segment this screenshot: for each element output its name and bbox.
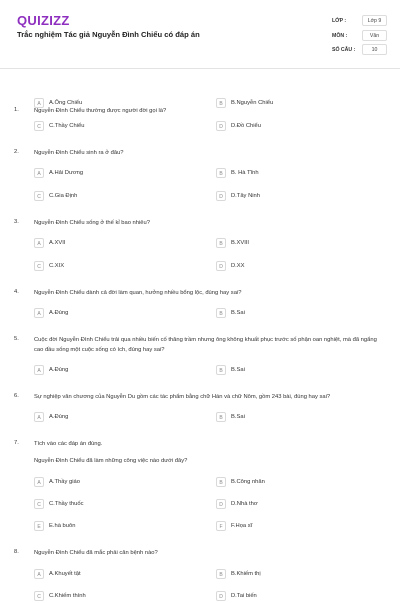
q8-option-b[interactable] xyxy=(216,569,366,581)
option-letter: A xyxy=(34,365,44,375)
option-letter: C xyxy=(34,121,44,131)
question-text: Nguyễn Đình Chiểu đã mắc phải căn bệnh nào? xyxy=(34,550,158,556)
option-text: D.XX xyxy=(231,262,245,269)
option-letter: C xyxy=(34,499,44,509)
option-text: D.Tai biến xyxy=(231,592,257,599)
option-letter: A xyxy=(34,168,44,178)
meta-subject-value: Văn xyxy=(362,30,387,41)
q1-option-d[interactable] xyxy=(216,121,366,133)
option-text: A.Đúng xyxy=(49,366,69,373)
question-number: 4. xyxy=(14,289,19,295)
option-letter: B xyxy=(216,569,226,579)
q5-option-b[interactable] xyxy=(216,365,366,377)
option-letter: B xyxy=(216,168,226,178)
option-text: C.Thầy thuốc xyxy=(49,500,84,507)
q7-option-b[interactable] xyxy=(216,477,366,489)
question-number: 6. xyxy=(14,393,19,399)
question-number: 1. xyxy=(14,107,19,113)
q3-option-a[interactable] xyxy=(34,238,184,250)
option-text: A.Hải Dương xyxy=(49,169,84,176)
q2-option-a[interactable] xyxy=(34,168,184,180)
meta-grade-value: Lớp 9 xyxy=(362,15,387,26)
q7-option-f[interactable] xyxy=(216,521,366,533)
meta-count-value: 10 xyxy=(362,44,387,55)
option-letter: D xyxy=(216,499,226,509)
question-text: Tích vào các đáp án đúng. xyxy=(34,441,103,447)
option-text: C.Gia Định xyxy=(49,192,78,199)
option-text: A.Thầy giáo xyxy=(49,478,80,485)
option-text: B.Công nhân xyxy=(231,478,265,485)
q8-option-d[interactable] xyxy=(216,591,366,603)
page-title: Trắc nghiệm Tác giả Nguyễn Đình Chiểu có đáp án xyxy=(17,30,200,39)
option-text: B.Sai xyxy=(231,309,245,316)
question-text: Cuộc đời Nguyễn Đình Chiểu trải qua nhiều biến cố thăng trầm nhưng ông không khuất phục trước số phận oan nghiệt, mà đã ngẩng cao đầu sống một cuộc sống có ích, đúng hay sai? xyxy=(34,337,377,353)
option-letter: B xyxy=(216,238,226,248)
option-letter: C xyxy=(34,191,44,201)
option-text: C.Khiếm thính xyxy=(49,592,86,599)
option-text: E.hà buôn xyxy=(49,522,76,529)
option-letter: B xyxy=(216,365,226,375)
option-text: B.Sai xyxy=(231,366,245,373)
option-text: C.XIX xyxy=(49,262,65,269)
q7-option-d[interactable] xyxy=(216,499,366,511)
option-letter: B xyxy=(216,412,226,422)
option-letter: A xyxy=(34,308,44,318)
meta-count-label: SỐ CÂU : xyxy=(332,47,356,53)
question-text: Nguyễn Đình Chiểu thường được người đời gọi là? xyxy=(34,108,167,114)
q8-option-c[interactable] xyxy=(34,591,184,603)
question-text: Nguyễn Đình Chiểu dành cả đời làm quan, hưởng nhiều bổng lộc, đúng hay sai? xyxy=(34,290,242,296)
question-text: Nguyễn Đình Chiểu sinh ra ở đâu? xyxy=(34,150,124,156)
meta-subject-label: MÔN : xyxy=(332,33,348,39)
option-letter: D xyxy=(216,191,226,201)
meta-count xyxy=(332,44,387,56)
q4-option-a[interactable] xyxy=(34,308,184,320)
option-text: B.Khiếm thị xyxy=(231,570,261,577)
option-letter: D xyxy=(216,121,226,131)
q2-option-c[interactable] xyxy=(34,191,184,203)
option-text: A.Ông Chiểu xyxy=(49,99,83,106)
option-text: D.Tây Ninh xyxy=(231,192,260,199)
q7-option-a[interactable] xyxy=(34,477,184,489)
q2-option-b[interactable] xyxy=(216,168,366,180)
option-text: B.Nguyễn Chiểu xyxy=(231,99,274,106)
option-letter: D xyxy=(216,261,226,271)
q5-option-a[interactable] xyxy=(34,365,184,377)
question-number: 8. xyxy=(14,549,19,555)
option-letter: D xyxy=(216,591,226,601)
option-letter: E xyxy=(34,521,44,531)
option-text: A.XVII xyxy=(49,239,66,246)
q1-option-c[interactable] xyxy=(34,121,184,133)
q4-option-b[interactable] xyxy=(216,308,366,320)
meta-subject xyxy=(332,30,387,42)
meta-grade-label: LỚP : xyxy=(332,18,347,24)
q7-option-e[interactable] xyxy=(34,521,184,533)
option-text: B. Hà Tĩnh xyxy=(231,169,259,176)
option-letter: A xyxy=(34,477,44,487)
question-text: Nguyễn Đình Chiểu sống ở thế kỉ bao nhiêu? xyxy=(34,220,150,226)
option-letter: B xyxy=(216,98,226,108)
q1-option-b[interactable] xyxy=(216,98,366,110)
option-letter: A xyxy=(34,238,44,248)
q8-option-a[interactable] xyxy=(34,569,184,581)
option-letter: C xyxy=(34,261,44,271)
q3-option-c[interactable] xyxy=(34,261,184,273)
quizizz-logo[interactable]: QUIZIZZ xyxy=(17,13,70,28)
meta-grade xyxy=(332,15,387,27)
option-text: B.Sai xyxy=(231,413,245,420)
q6-option-a[interactable] xyxy=(34,412,184,424)
option-letter: B xyxy=(216,308,226,318)
option-text: A.Khuyết tật xyxy=(49,570,81,577)
q3-option-d[interactable] xyxy=(216,261,366,273)
option-letter: A xyxy=(34,98,44,108)
option-text: C.Thầy Chiểu xyxy=(49,122,85,129)
option-letter: A xyxy=(34,412,44,422)
q1-option-a[interactable] xyxy=(34,98,184,110)
q2-option-d[interactable] xyxy=(216,191,366,203)
option-text: D.Đồ Chiểu xyxy=(231,122,261,129)
option-letter: A xyxy=(34,569,44,579)
question-subtext: Nguyễn Đình Chiểu đã làm những công việc nào dưới đây? xyxy=(34,458,188,464)
option-text: D.Nhà thơ xyxy=(231,500,258,507)
option-letter: F xyxy=(216,521,226,531)
question-number: 7. xyxy=(14,440,19,446)
question-number: 2. xyxy=(14,149,19,155)
option-text: B.XVIII xyxy=(231,239,250,246)
question-number: 5. xyxy=(14,336,19,342)
option-text: A.Đúng xyxy=(49,309,69,316)
question-text: Sự nghiệp văn chương của Nguyễn Du gồm các tác phẩm bằng chữ Hán và chữ Nôm, gồm 243 bài, đúng hay sai? xyxy=(34,394,331,400)
q7-option-c[interactable] xyxy=(34,499,184,511)
q6-option-b[interactable] xyxy=(216,412,366,424)
header xyxy=(0,0,400,69)
option-text: A.Đúng xyxy=(49,413,69,420)
question-number: 3. xyxy=(14,219,19,225)
option-letter: C xyxy=(34,591,44,601)
option-text: F.Họa sĩ xyxy=(231,522,253,529)
option-letter: B xyxy=(216,477,226,487)
q3-option-b[interactable] xyxy=(216,238,366,250)
